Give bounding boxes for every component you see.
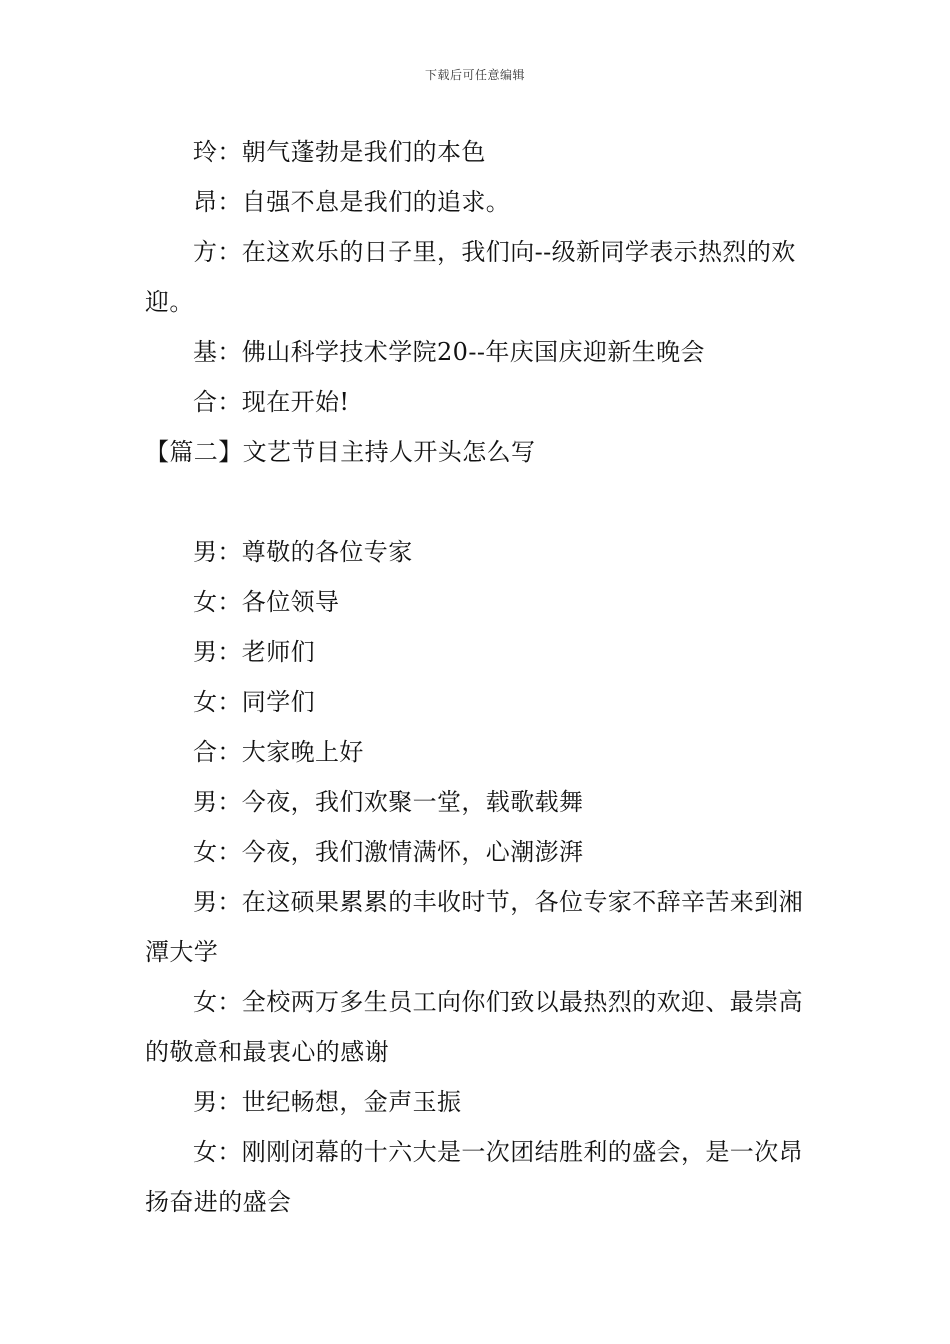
dialogue-line: 男：世纪畅想，金声玉振 [193,1088,462,1116]
dialogue-line: 女：同学们 [193,688,315,716]
dialogue-line: 合：大家晚上好 [193,738,364,766]
dialogue-line: 男：今夜，我们欢聚一堂，载歌载舞 [193,788,584,816]
dialogue-line: 男：在这硕果累累的丰收时节，各位专家不辞辛苦来到湘潭大学 [145,888,803,966]
section-heading: 【篇二】文艺节目主持人开头怎么写 [145,438,536,466]
dialogue-line: 方：在这欢乐的日子里，我们向--级新同学表示热烈的欢迎。 [145,238,796,316]
dialogue-line: 男：尊敬的各位专家 [193,538,413,566]
dialogue-line: 女：刚刚闭幕的十六大是一次团结胜利的盛会，是一次昂扬奋进的盛会 [145,1138,803,1216]
dialogue-line: 女：全校两万多生员工向你们致以最热烈的欢迎、最崇高的敬意和最衷心的感谢 [145,988,803,1066]
dialogue-line: 基：佛山科学技术学院20--年庆国庆迎新生晚会 [193,338,705,366]
dialogue-line: 男：老师们 [193,638,315,666]
dialogue-line: 合：现在开始! [193,388,350,416]
document-body [145,127,810,1227]
dialogue-line: 昂：自强不息是我们的追求。 [193,188,511,216]
dialogue-line: 女：各位领导 [193,588,340,616]
header-note: 下载后可任意编辑 [424,68,525,82]
dialogue-line: 玲：朝气蓬勃是我们的本色 [193,138,486,166]
dialogue-line: 女：今夜，我们激情满怀，心潮澎湃 [193,838,584,866]
blank-line [145,477,810,527]
